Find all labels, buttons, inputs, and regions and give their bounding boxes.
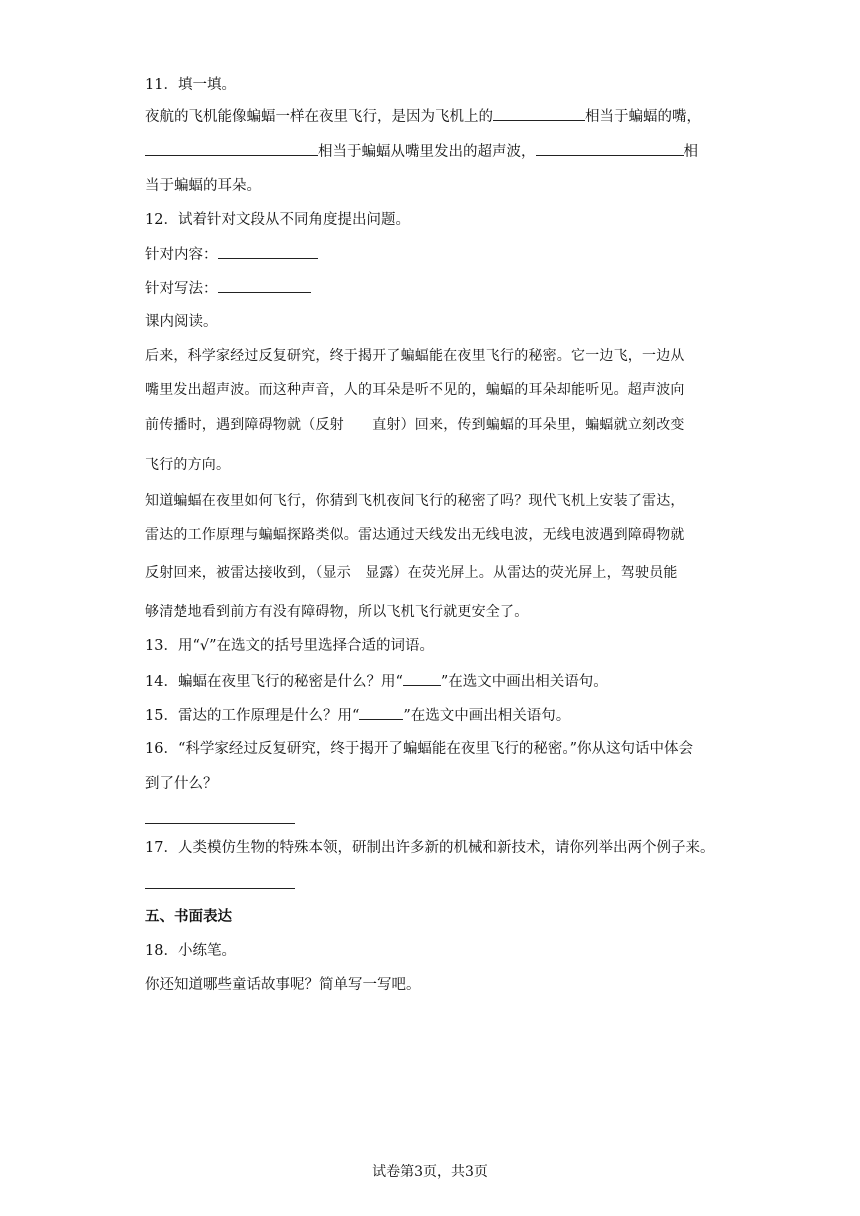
answer-line-q17[interactable] <box>145 888 295 889</box>
q17: 17．人类模仿生物的特殊本领，研制出许多新的机械和新技术，请你列举出两个例子来。 <box>145 840 715 856</box>
q14-text-a: 14．蝙蝠在夜里飞行的秘密是什么？用“ <box>145 674 403 690</box>
passage-p1-line3: 前传播时，遇到障碍物就（反射 直射）回来，传到蝙蝠的耳朵里，蝙蝠就立刻改变 <box>145 417 685 433</box>
q11-line2-text-a: 相当于蝙蝠从嘴里发出的超声波， <box>318 144 536 160</box>
q18-prompt: 你还知道哪些童话故事呢？简单写一写吧。 <box>145 977 421 993</box>
q14 <box>145 671 608 692</box>
q11-line1 <box>145 106 701 127</box>
q15-text-b: ”在选文中画出相关语句。 <box>403 708 571 724</box>
answer-line-q16[interactable] <box>145 823 295 824</box>
q18-title: 18．小练笔。 <box>145 943 236 959</box>
q11-line2-text-b: 相 <box>683 144 698 160</box>
q15 <box>145 705 570 726</box>
answer-blank-2[interactable] <box>145 141 318 156</box>
passage-p1-line4: 飞行的方向。 <box>145 457 231 473</box>
q16-line1: 16．“科学家经过反复研究，终于揭开了蝙蝠能在夜里飞行的秘密。”你从这句话中体会 <box>145 741 694 757</box>
underline-sample-2 <box>359 705 403 720</box>
reading-intro: 课内阅读。 <box>145 314 218 330</box>
page-footer: 试卷第3页，共3页 <box>372 1164 488 1180</box>
passage-p2-line1: 知道蝙蝠在夜里如何飞行，你猜到飞机夜间飞行的秘密了吗？现代飞机上安装了雷达， <box>145 493 685 509</box>
q11-line3: 当于蝙蝠的耳朵。 <box>145 178 261 194</box>
q12-method-label: 针对写法： <box>145 281 218 297</box>
q12-method-row <box>145 278 311 299</box>
passage-p1-line1: 后来，科学家经过反复研究，终于揭开了蝙蝠能在夜里飞行的秘密。它一边飞，一边从 <box>145 348 685 364</box>
q11-line1-text-b: 相当于蝙蝠的嘴， <box>585 109 701 125</box>
q12-content-label: 针对内容： <box>145 247 218 263</box>
q11-line1-text-a: 夜航的飞机能像蝙蝠一样在夜里飞行，是因为飞机上的 <box>145 109 493 125</box>
passage-p2-line4: 够清楚地看到前方有没有障碍物，所以飞机飞行就更安全了。 <box>145 604 529 620</box>
answer-blank-1[interactable] <box>493 106 585 121</box>
q13: 13．用“√”在选文的括号里选择合适的词语。 <box>145 638 435 654</box>
answer-blank-method[interactable] <box>218 278 311 293</box>
passage-p1-line2: 嘴里发出超声波。而这种声音，人的耳朵是听不见的，蝙蝠的耳朵却能听见。超声波向 <box>145 382 685 398</box>
passage-p2-line2: 雷达的工作原理与蝙蝠探路类似。雷达通过天线发出无线电波，无线电波遇到障碍物就 <box>145 527 685 543</box>
q11-line2 <box>145 141 698 162</box>
q15-text-a: 15．雷达的工作原理是什么？用“ <box>145 708 360 724</box>
answer-blank-3[interactable] <box>536 141 684 156</box>
q16-line2: 到了什么？ <box>145 776 218 792</box>
q14-text-b: ”在选文中画出相关语句。 <box>440 674 608 690</box>
underline-sample-1 <box>403 671 441 686</box>
answer-blank-content[interactable] <box>218 244 318 259</box>
q11-title: 11．填一填。 <box>145 77 236 93</box>
q12-content-row <box>145 244 318 265</box>
section-heading: 五、书面表达 <box>145 908 232 925</box>
passage-p2-line3: 反射回来，被雷达接收到，（显示 显露）在荧光屏上。从雷达的荧光屏上，驾驶员能 <box>145 565 678 581</box>
q12-title: 12．试着针对文段从不同角度提出问题。 <box>145 212 410 228</box>
